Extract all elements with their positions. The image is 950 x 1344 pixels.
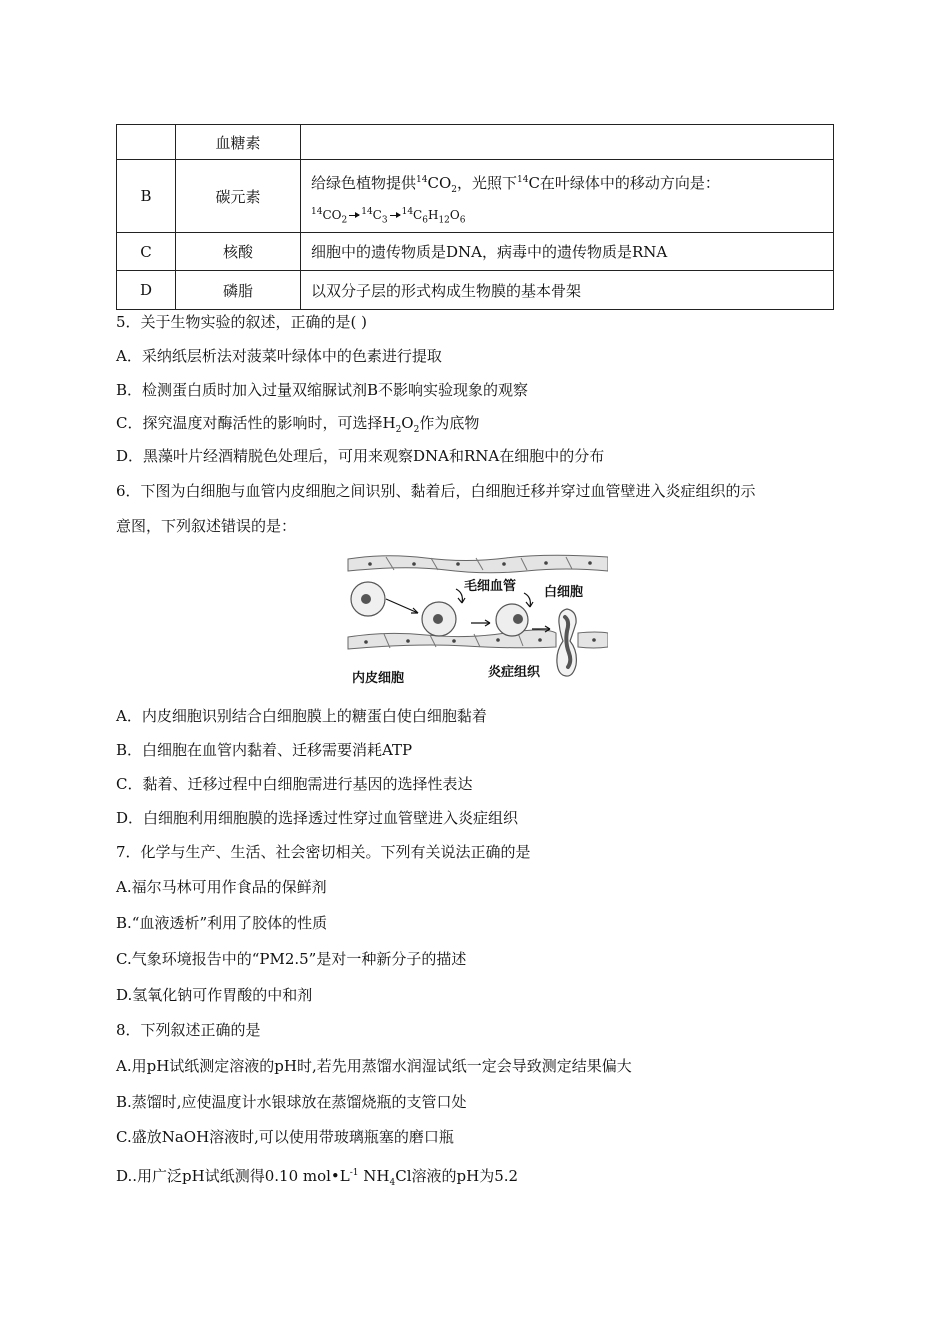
table-cell-letter [117,125,176,160]
q7-stem: 7．化学与生产、生活、社会密切相关。下列有关说法正确的是 [116,843,531,861]
table-cell-desc [301,160,834,233]
table-cell-name: 磷脂 [176,271,301,310]
arrow-icon [526,602,533,607]
isotope-sup: 14 [416,174,428,185]
isotope-sup: 14 [517,174,529,185]
table-cell-desc: 以双分子层的形式构成生物膜的基本骨架 [301,271,834,310]
q5-option-a: A．采纳纸层析法对菠菜叶绿体中的色素进行提取 [116,347,442,365]
white-blood-cell-2 [422,602,456,636]
desc-text: ，光照下 [456,173,517,192]
q5-option-d: D．黑藻叶片经酒精脱色处理后，可用来观察DNA和RNA在细胞中的分布 [116,447,605,465]
q6-option-d: D．白细胞利用细胞膜的选择透过性穿过血管壁进入炎症组织 [116,809,519,827]
q6-option-c: C．黏着、迁移过程中白细胞需进行基因的选择性表达 [116,775,473,793]
table-cell-name: 碳元素 [176,160,301,233]
label-capillary: 毛细血管 [464,579,517,594]
q5-option-c: C．探究温度对酶活性的影响时，可选择$H_2O_2$作为底物 [116,414,480,435]
arrow-icon [390,215,400,216]
q6-option-b: B．白细胞在血管内黏着、迁移需要消耗ATP [116,741,413,759]
formula-term: $^{14}C_6H_{12}O_6$ [401,206,466,226]
top-endothelial-layer [348,555,608,573]
q6-stem-line1: 6．下图为白细胞与血管内皮细胞之间识别、黏着后，白细胞迁移并穿过血管壁进入炎症组织的示 [116,482,756,500]
table-cell-name: 核酸 [176,233,301,271]
q8-stem: 8．下列叙述正确的是 [116,1021,261,1039]
curved-arrow-icon [456,589,462,603]
q8-option-d: D..用广泛pH试纸测得0.10 $mol•L^{-1}$ $NH_4Cl$溶液的pH为5.2 [116,1167,519,1188]
label-endothelial-cell: 内皮细胞 [352,671,405,686]
desc-text: 给绿色植物提供 [311,173,417,192]
white-blood-cell-1 [351,582,385,616]
table-cell-name: 血糖素 [176,125,301,160]
table-cell-letter: D [117,271,176,310]
q5-stem: 5．关于生物实验的叙述，正确的是( ) [116,313,368,331]
table-cell-desc [301,125,834,160]
carbon-pathway-formula [311,207,823,225]
formula-term: $^{14}CO_2$ [311,206,348,226]
table-row [117,125,834,160]
q7-option-b: B.“血液透析”利用了胶体的性质 [116,914,328,932]
label-white-blood-cell: 白细胞 [544,585,584,600]
desc-text: CO [427,173,452,192]
table-cell-letter: C [117,233,176,271]
white-blood-cell-3 [496,604,528,636]
arrow-icon [386,599,418,613]
q7-option-d: D.氢氧化钠可作胃酸的中和剂 [116,986,313,1004]
q7-option-a: A.福尔马林可用作食品的保鲜剂 [116,878,327,896]
curved-arrow-icon [524,593,530,607]
q7-option-c: C.气象环境报告中的“PM2.5”是对一种新分子的描述 [116,950,467,968]
q8-option-b: B.蒸馏时,应使温度计水银球放在蒸馏烧瓶的支管口处 [116,1093,467,1111]
q8-option-c: C.盛放NaOH溶液时,可以使用带玻璃瓶塞的磨口瓶 [116,1128,454,1146]
table-cell-letter: B [117,160,176,233]
desc-text: C在叶绿体中的移动方向是： [528,173,720,192]
table-row [117,271,834,310]
leukocyte-migration-figure [346,553,608,687]
q6-stem-line2: 意图，下列叙述错误的是： [116,517,297,535]
arrow-icon [349,215,359,216]
migrating-white-blood-cell [557,609,577,676]
label-inflamed-tissue: 炎症组织 [488,665,541,680]
arrow-icon [458,598,465,603]
element-table [116,124,834,310]
table-cell-desc: 细胞中的遗传物质是DNA，病毒中的遗传物质是RNA [301,233,834,271]
table-row [117,233,834,271]
table-row [117,160,834,233]
formula-term: $^{14}C_3$ [361,206,388,226]
subscript: 2 [451,184,457,195]
q8-option-a: A.用pH试纸测定溶液的pH时,若先用蒸馏水润湿试纸一定会导致测定结果偏大 [116,1057,632,1075]
q6-option-a: A．内皮细胞识别结合白细胞膜上的糖蛋白使白细胞黏着 [116,707,487,725]
q5-option-b: B．检测蛋白质时加入过量双缩脲试剂B不影响实验现象的观察 [116,381,529,399]
carbon-pathway-text [311,167,823,203]
